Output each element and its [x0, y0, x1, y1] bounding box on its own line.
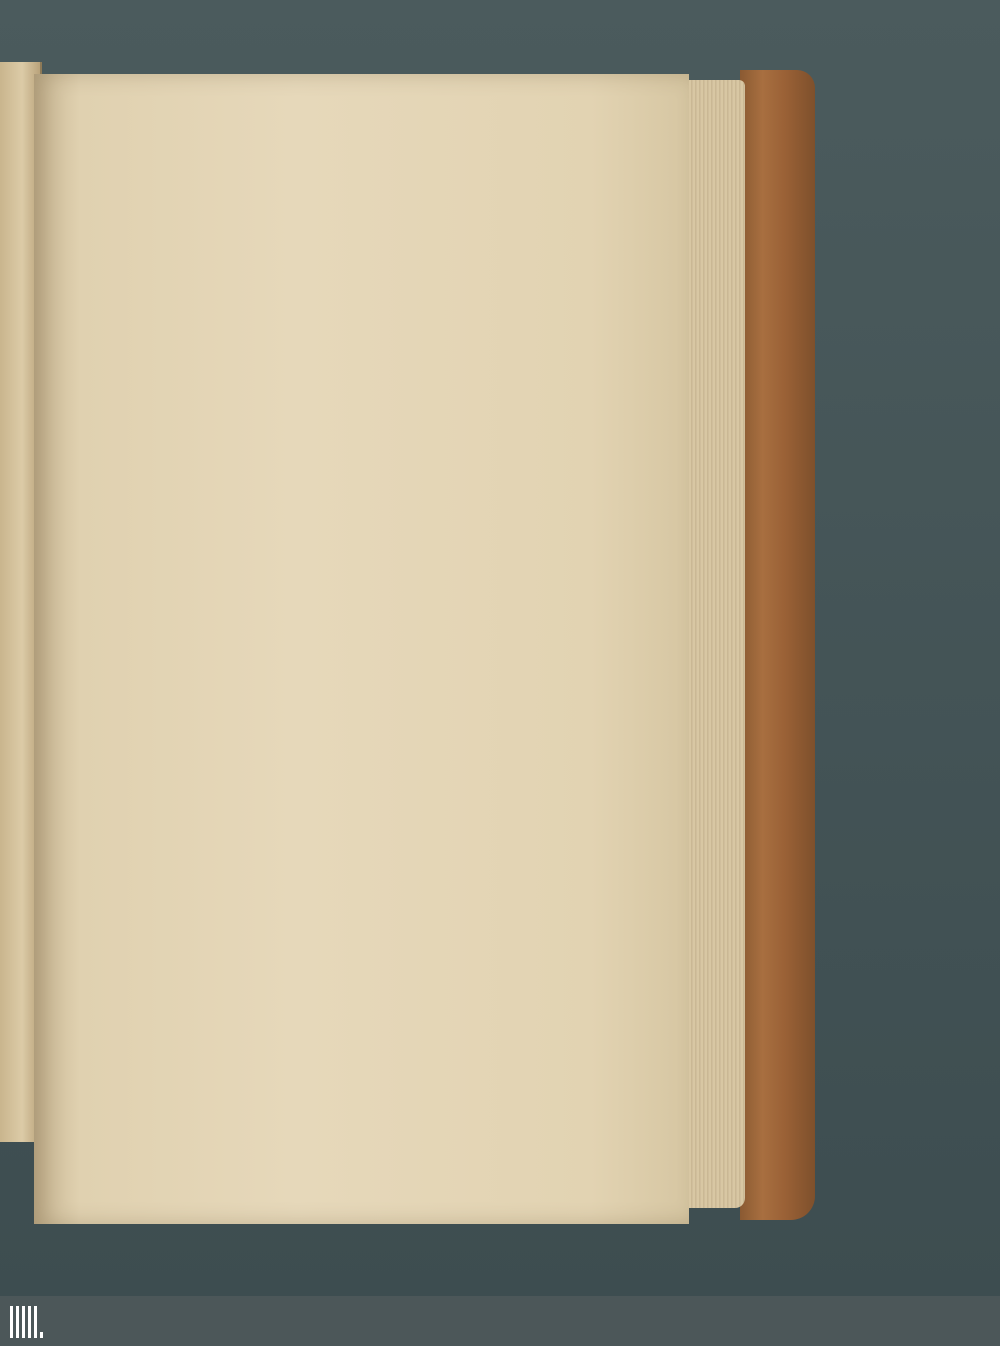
book-cover-edge — [740, 70, 815, 1220]
page-header — [110, 128, 580, 158]
library-footer — [0, 1296, 1000, 1346]
text-block — [110, 128, 580, 176]
page-block-edges — [685, 80, 745, 1208]
book-page — [34, 74, 689, 1224]
library-bars-icon — [10, 1306, 42, 1338]
